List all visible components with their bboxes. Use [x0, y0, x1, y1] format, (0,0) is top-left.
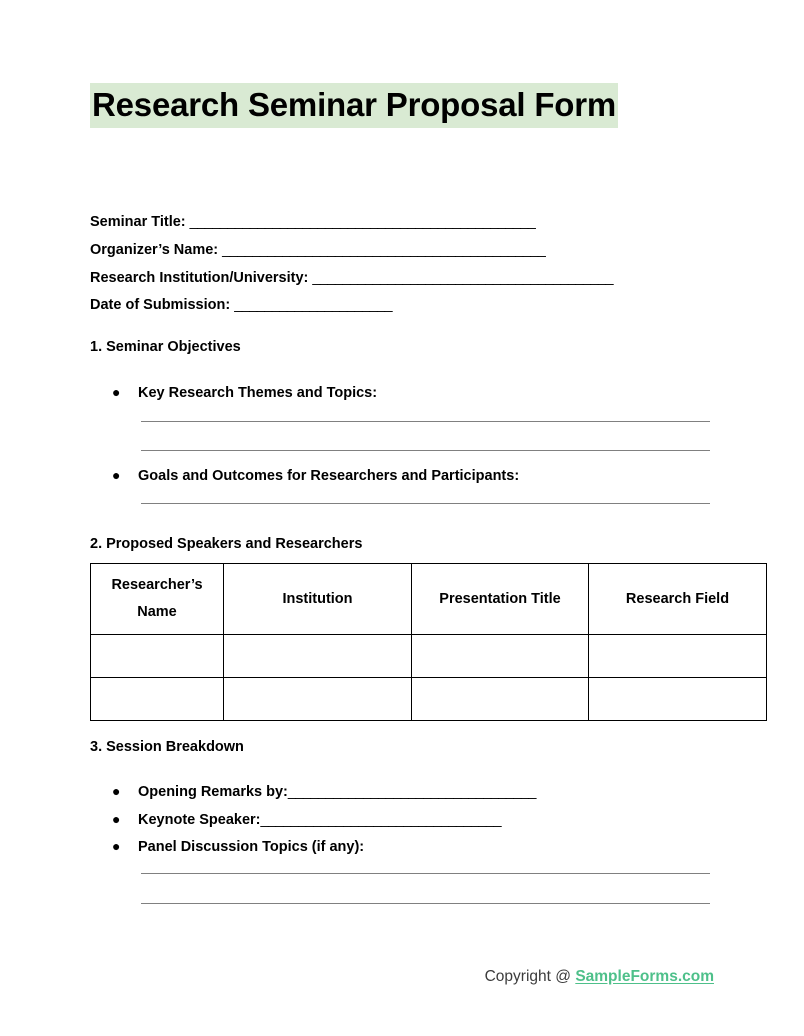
- bullet-opening-remarks: [112, 781, 536, 802]
- field-research-institution-blank[interactable]: ________________________________________: [312, 269, 613, 286]
- bullet-keynote-speaker-label: Keynote Speaker:: [138, 812, 261, 828]
- field-date-of-submission-blank[interactable]: _____________________: [234, 297, 393, 314]
- bullet-dot-icon: ●: [112, 467, 121, 483]
- table-cell-institution[interactable]: [224, 678, 412, 721]
- table-cell-institution[interactable]: [224, 635, 412, 678]
- bullet-dot-icon: ●: [112, 811, 121, 827]
- table-cell-researcher-name[interactable]: [91, 678, 224, 721]
- field-organizer-name-blank[interactable]: ___________________________________________: [222, 241, 546, 258]
- bullet-dot-icon: ●: [112, 783, 121, 799]
- footer-sampleforms-link[interactable]: SampleForms.com: [575, 968, 714, 985]
- section-heading-objectives: 1. Seminar Objectives: [90, 339, 241, 355]
- field-research-institution: [90, 265, 730, 293]
- field-date-of-submission-label: Date of Submission:: [90, 297, 231, 314]
- speakers-table: [90, 563, 767, 721]
- table-cell-researcher-name[interactable]: [91, 635, 224, 678]
- table-cell-research-field[interactable]: [589, 678, 767, 721]
- field-organizer-name-label: Organizer’s Name:: [90, 241, 219, 258]
- table-row: [91, 635, 767, 678]
- bullet-keynote-speaker-blank[interactable]: ________________________________: [260, 812, 501, 828]
- table-cell-presentation-title[interactable]: [412, 635, 589, 678]
- field-organizer-name: [90, 237, 730, 265]
- field-seminar-title-blank[interactable]: ______________________________________________: [189, 214, 536, 230]
- write-in-rule-panel-1[interactable]: [141, 873, 710, 874]
- bullet-dot-icon: ●: [112, 384, 121, 400]
- field-research-institution-label: Research Institution/University:: [90, 269, 309, 286]
- bullet-keynote-speaker: [112, 809, 501, 830]
- field-date-of-submission: [90, 292, 730, 320]
- header-fields-group: [90, 209, 730, 320]
- bullet-opening-remarks-label: Opening Remarks by:: [138, 784, 288, 800]
- table-header-researcher-name: Researcher’s Name: [91, 564, 224, 635]
- write-in-rule-goals-1[interactable]: [141, 503, 710, 504]
- table-row: [91, 678, 767, 721]
- field-seminar-title-label: Seminar Title:: [90, 214, 186, 230]
- section-heading-speakers: 2. Proposed Speakers and Researchers: [90, 536, 363, 552]
- table-header-research-field: Research Field: [589, 564, 767, 635]
- bullet-goals-and-outcomes: [112, 465, 519, 486]
- section-heading-session-breakdown: 3. Session Breakdown: [90, 739, 244, 755]
- table-cell-research-field[interactable]: [589, 635, 767, 678]
- write-in-rule-panel-2[interactable]: [141, 903, 710, 904]
- table-cell-presentation-title[interactable]: [412, 678, 589, 721]
- table-header-institution: Institution: [224, 564, 412, 635]
- page-title: Research Seminar Proposal Form: [90, 83, 618, 128]
- footer-copyright-text: Copyright @: [484, 968, 571, 985]
- write-in-rule-themes-2[interactable]: [141, 450, 710, 451]
- table-header-row: [91, 564, 767, 635]
- bullet-panel-discussion-topics-label: Panel Discussion Topics (if any):: [138, 839, 365, 855]
- page-title-container: [90, 82, 714, 129]
- footer: [0, 966, 714, 988]
- write-in-rule-themes-1[interactable]: [141, 421, 710, 422]
- bullet-panel-discussion-topics: [112, 836, 364, 857]
- bullet-dot-icon: ●: [112, 838, 121, 854]
- bullet-key-research-themes: [112, 382, 377, 403]
- field-seminar-title: [90, 209, 730, 237]
- table-header-presentation-title: Presentation Title: [412, 564, 589, 635]
- bullet-goals-and-outcomes-label: Goals and Outcomes for Researchers and Participants:: [138, 468, 520, 484]
- bullet-key-research-themes-label: Key Research Themes and Topics:: [138, 385, 378, 401]
- bullet-opening-remarks-blank[interactable]: _________________________________: [287, 784, 536, 800]
